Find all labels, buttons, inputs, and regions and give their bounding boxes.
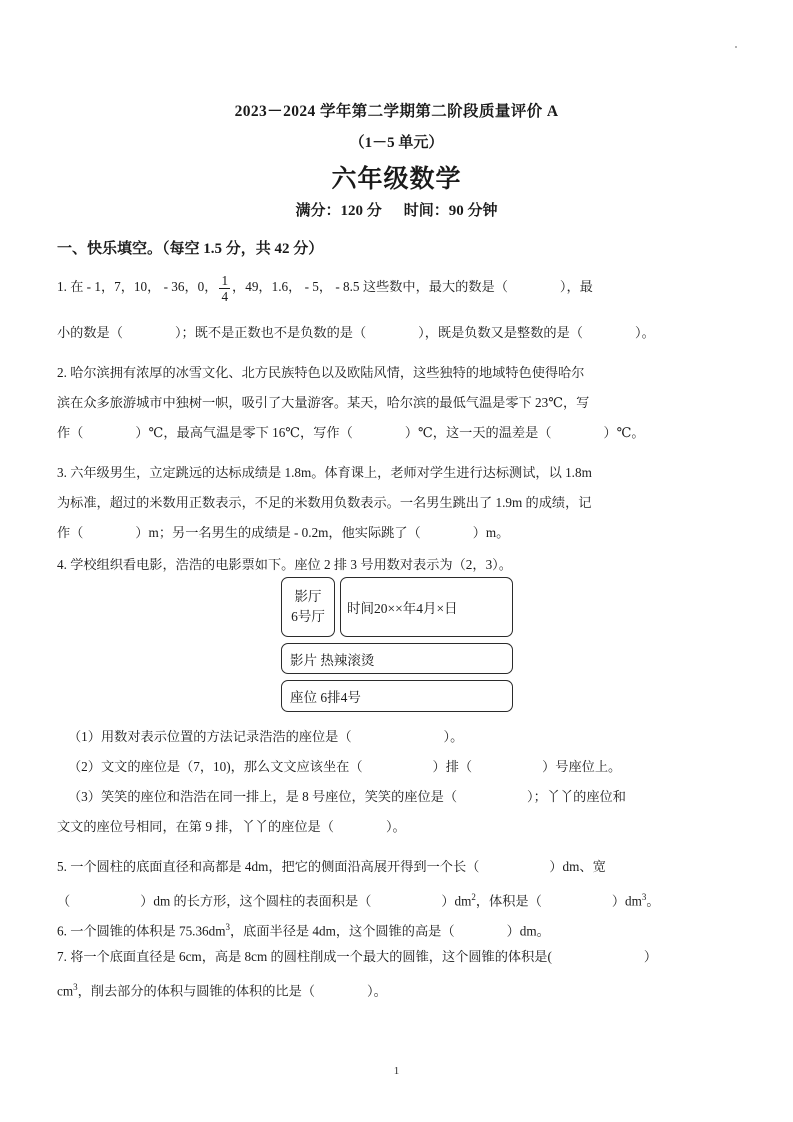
q3-line3-b-text: ）m；另一名男生的成绩是 - 0.2m，他实际跳了（ [135, 525, 421, 540]
ticket-film-box [281, 643, 513, 674]
fraction-numerator: 1 [221, 273, 229, 288]
q4-sub2-a-text: （2）文文的座位是（7，10)，那么文文应该坐在（ [68, 759, 363, 774]
q1-part-a-text: ，49，1.6， - 5， - 8.5 这些数中，最大的数是（ [232, 279, 508, 295]
q1-part-b-text: ），最 [559, 279, 593, 295]
q5-unit-exponent-squared: 2 [471, 892, 476, 902]
q2-line3-a-text: 作（ [57, 425, 84, 440]
q4-sub2-c-text: ）号座位上。 [542, 759, 622, 774]
q5-line2-c-text: ）dm [441, 893, 472, 909]
q2-line3-c-text: ）℃，这一天的温差是（ [404, 425, 552, 440]
q4-sub1-a-text: （1）用数对表示位置的方法记录浩浩的座位是（ [68, 729, 352, 744]
q4-sub2-b-text: ）排（ [432, 759, 473, 774]
q1-line2-a-text: 小的数是（ [57, 325, 123, 340]
corner-mark-dot [735, 46, 737, 48]
q5-line2-f-text: 。 [646, 893, 660, 909]
question-2-line-1 [57, 358, 741, 388]
grade-subject-title: 六年级数学 [331, 166, 462, 193]
q1-line2-c-text: ），既是负数又是整数的是（ [418, 325, 583, 340]
q5-unit-exponent-cubed: 3 [641, 892, 647, 902]
q3-line1-text: 3. 六年级男生，立定跳远的达标成绩是 1.8m。体育课上，老师对学生进行达标测试，以 1.8m [57, 465, 592, 480]
question-4-sub-1 [68, 722, 752, 752]
q4-stem-text: 4. 学校组织看电影，浩浩的电影票如下。座位 2 排 3 号用数对表示为（2，3）。 [57, 557, 512, 572]
q7-unit-exponent-cubed: 3 [73, 982, 78, 992]
time-limit-text: 时间：90 分钟 [403, 203, 498, 219]
ticket-hall-value: 6号厅 [291, 609, 325, 624]
question-5-line-1 [57, 852, 741, 882]
question-2-line-2 [57, 388, 741, 418]
ticket-film-text: 影片 热辣滚烫 [290, 652, 375, 668]
question-7-line-2 [57, 972, 741, 1006]
q6-line-a-text: 6. 一个圆锥的体积是 75.36dm [57, 923, 226, 939]
section-heading-fill-in-blanks: 一、快乐填空。（每空 1.5 分，共 42 分） [57, 241, 324, 257]
fraction-denominator: 4 [221, 289, 229, 305]
q5-line1-b-text: ）dm、宽 [549, 859, 606, 874]
ticket-time-box [340, 577, 513, 637]
q4-sub3-a-text: （3）笑笑的座位和浩浩在同一排上，是 8 号座位，笑笑的座位是（ [68, 789, 458, 804]
q3-line2-text: 为标准，超过的米数用正数表示，不足的米数用负数表示。一名男生跳出了 1.9m 的成绩，记 [57, 495, 592, 510]
q4-sub3-c-text: 文文的座位号相同，在第 9 排，丫丫的座位是（ [57, 819, 334, 834]
ticket-hall-box [281, 577, 335, 637]
question-2-line-3 [57, 418, 741, 448]
page-number: 1 [393, 1065, 400, 1077]
question-7-line-1 [57, 942, 741, 972]
q5-line1-a-text: 5. 一个圆柱的底面直径和高都是 4dm，把它的侧面沿高展开得到一个长（ [57, 859, 480, 874]
q5-line2-d-text: ，体积是（ [475, 893, 542, 909]
q3-line3-a-text: 作（ [57, 525, 84, 540]
q1-line2-b-text: ）；既不是正数也不是负数的是（ [174, 325, 367, 340]
movie-ticket-diagram [281, 577, 513, 712]
question-3-line-3 [57, 518, 741, 548]
q7-line2-c-text: ）。 [366, 983, 387, 999]
ticket-hall-label: 影厅 [294, 589, 322, 604]
page-subtitle: （1－5 单元） [349, 135, 444, 151]
q4-sub3-d-text: ）。 [385, 819, 406, 834]
full-marks-label [295, 203, 381, 219]
question-3-line-1 [57, 458, 741, 488]
q4-sub3-b-text: ）；丫丫的座位和 [527, 789, 626, 804]
question-1-line-2 [57, 318, 741, 348]
question-4-stem [57, 550, 741, 580]
q2-line2-text: 滨在众多旅游城市中独树一帜，吸引了大量游客。某天，哈尔滨的最低气温是零下 23℃，写 [57, 395, 590, 410]
page-title: 2023－2024 学年第二学期第二阶段质量评价 A [234, 103, 559, 120]
q7-line1-b-text: ） [643, 949, 658, 964]
q2-line1-text: 2. 哈尔滨拥有浓厚的冰雪文化、北方民族特色以及欧陆风情，这些独特的地域特色使得哈尔 [57, 365, 585, 380]
q5-line2-e-text: ）dm [611, 893, 642, 909]
ticket-seat-box [281, 680, 513, 712]
question-3-line-2 [57, 488, 741, 518]
ticket-seat-text: 座位 6排4号 [290, 690, 361, 705]
question-4-sub-3-line-1 [68, 782, 741, 812]
question-4-sub-2 [68, 752, 752, 782]
q1-lead-text: 1. 在 - 1，7，10， - 36，0， [57, 279, 218, 295]
q6-line-b-text: ，底面半径是 4dm，这个圆锥的高是（ [230, 923, 455, 939]
q2-line3-b-text: ）℃，最高气温是零下 16℃，写作（ [135, 425, 353, 440]
question-1 [57, 272, 741, 305]
q7-line1-a-text: 7. 将一个底面直径是 6cm，高是 8cm 的圆柱削成一个最大的圆锥，这个圆锥的体积是( [57, 949, 552, 964]
q6-unit-exponent-cubed: 3 [225, 922, 230, 932]
q2-line3-d-text: ）℃。 [603, 425, 645, 440]
fraction-one-quarter [219, 274, 230, 303]
q4-sub1-b-text: ）。 [443, 729, 464, 744]
q5-line2-b-text: ）dm 的长方形，这个圆柱的表面积是（ [140, 893, 372, 909]
q3-line3-c-text: ）m。 [472, 525, 510, 540]
ticket-top-row [281, 577, 513, 637]
ticket-time-text: 时间20××年4月×日 [347, 601, 458, 616]
question-4-sub-3-line-2 [57, 812, 741, 842]
q7-line2-a-text: cm [57, 983, 74, 999]
q5-line2-a-text: （ [57, 893, 71, 909]
full-marks-text: 满分：120 分 [295, 203, 382, 219]
q7-line2-b-text: ，削去部分的体积与圆锥的体积的比是（ [77, 983, 315, 999]
q6-line-c-text: ）dm。 [506, 923, 550, 939]
q1-line2-d-text: ）。 [635, 325, 655, 340]
exam-meta [0, 199, 793, 220]
